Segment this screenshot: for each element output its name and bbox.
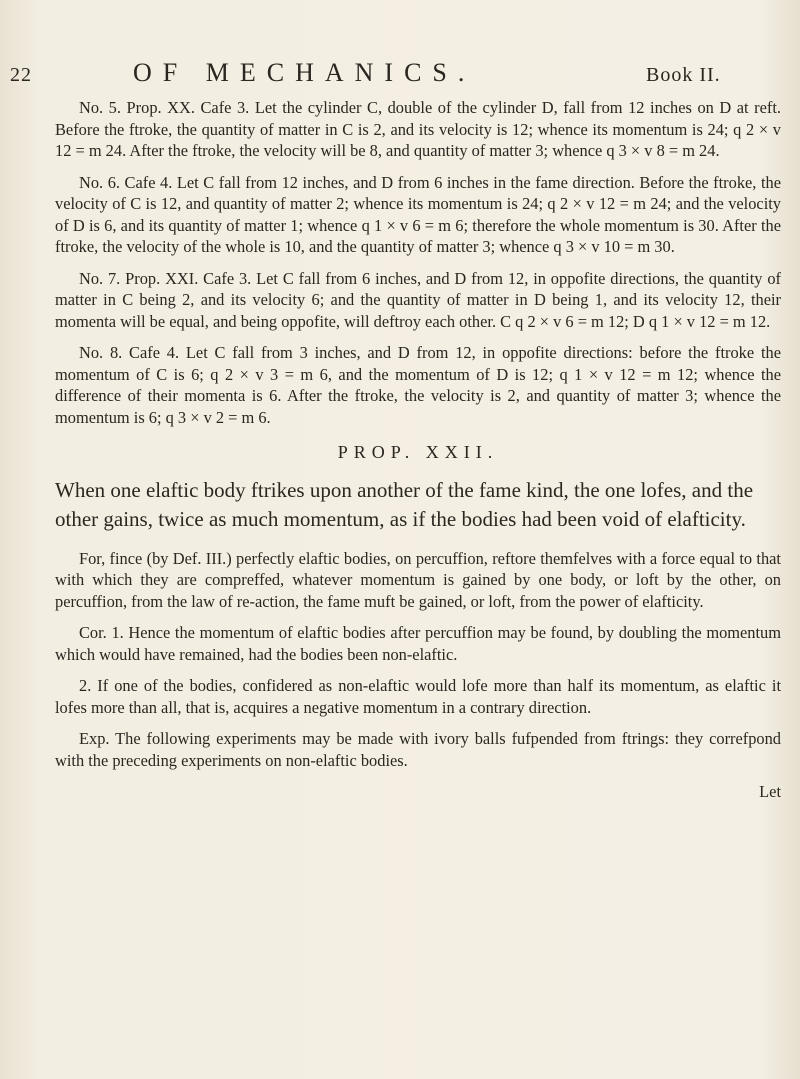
case-label: No. 7. <box>79 268 121 288</box>
running-head: OF MECHANICS. <box>133 58 476 87</box>
corollary-2: 2. If one of the bodies, confidered as non-elaftic would lofe more than half its momentum, as elaftic it lofes more than all, that is, acquires a negative momentum in a contrary direction. <box>55 676 781 717</box>
page-header <box>0 50 800 90</box>
proposition-word: PROP. <box>337 442 416 462</box>
case-label: No. 6. <box>79 172 120 192</box>
book-label: Book II. <box>646 64 721 86</box>
proof-paragraph: For, fince (by Def. III.) perfectly elaftic bodies, on percuffion, reftore themfelves with a force equal to that with which they are compreffed, whatever momentum is gained by one body, or loft by the other, on percuffion, from the law of re-action, the fame muft be gained, or loft, from the power of elafticity. <box>55 548 781 611</box>
case-text: Cafe 4. Let C fall from 3 inches, and D from 12, in oppofite directions: before the ftroke the momentum of C is 6; q 2 × v 3 = m 6, and the momentum of D is 12; q 1 × v 12 = m 12; whence the difference of their momenta is 6. After the ftroke, the velocity is 2, and quantity of matter 3; whence the momentum is 6; q 3 × v 2 = m 6. <box>55 343 781 427</box>
case-no-5 <box>55 97 781 162</box>
case-text: Prop. XXI. Cafe 3. Let C fall from 6 inches, and D from 12, in oppofite directions, the quantity of matter in C being 2, and its velocity 6; and the quantity of matter in D being 1, and its velocity 12, their momenta will be equal, and being oppofite, will deftroy each other. C q 2 × v 6 = m 12; D q 1 × v 12 = m 12. <box>55 268 781 331</box>
case-no-8 <box>55 342 781 428</box>
case-text: Prop. XX. Cafe 3. Let the cylinder C, double of the cylinder D, fall from 12 inches on D at reft. Before the ftroke, the quantity of matter in C is 2, and its velocity is 12; whence its momentum is 24; q 2 × v 12 = m 24. After the ftroke, the velocity will be 8, and quantity of matter 3; whence q 3 × v 8 = m 24. <box>55 98 782 160</box>
case-no-6 <box>55 172 781 258</box>
case-text: Cafe 4. Let C fall from 12 inches, and D from 6 inches in the fame direction. Before the ftroke, the velocity of C is 12, and quantity of matter 2; whence its momentum is 24; q 2 × v 12 = m 24; and the velocity of D is 6, and its quantity of matter 1; whence q 1 × v 6 = m 6; therefore the whole momentum is 30. After the ftroke, the velocity of the whole is 10, and the quantity of matter 3; whence q 3 × v 10 = m 30. <box>55 172 781 256</box>
proposition-number: XXII. <box>425 442 499 462</box>
case-label: No. 8. <box>79 343 123 362</box>
proposition-heading <box>55 442 781 464</box>
page-body <box>55 97 781 803</box>
proposition-statement: When one elaftic body ftrikes upon another of the fame kind, the one lofes, and the other gains, twice as much momentum, as if the bodies had been void of elafticity. <box>55 477 754 531</box>
case-label: No. 5. <box>79 98 121 117</box>
case-no-7 <box>55 268 781 333</box>
experiment-paragraph: Exp. The following experiments may be made with ivory balls fufpended from ftrings: they correfpond with the preceding experiments on non-elaftic bodies. <box>55 729 781 770</box>
page-number: 22 <box>10 64 32 86</box>
corollary-1: Cor. 1. Hence the momentum of elaftic bodies after percuffion may be found, by doubling the momentum which would have remained, had the bodies been non-elaftic. <box>55 623 781 664</box>
catchword: Let <box>759 782 781 801</box>
